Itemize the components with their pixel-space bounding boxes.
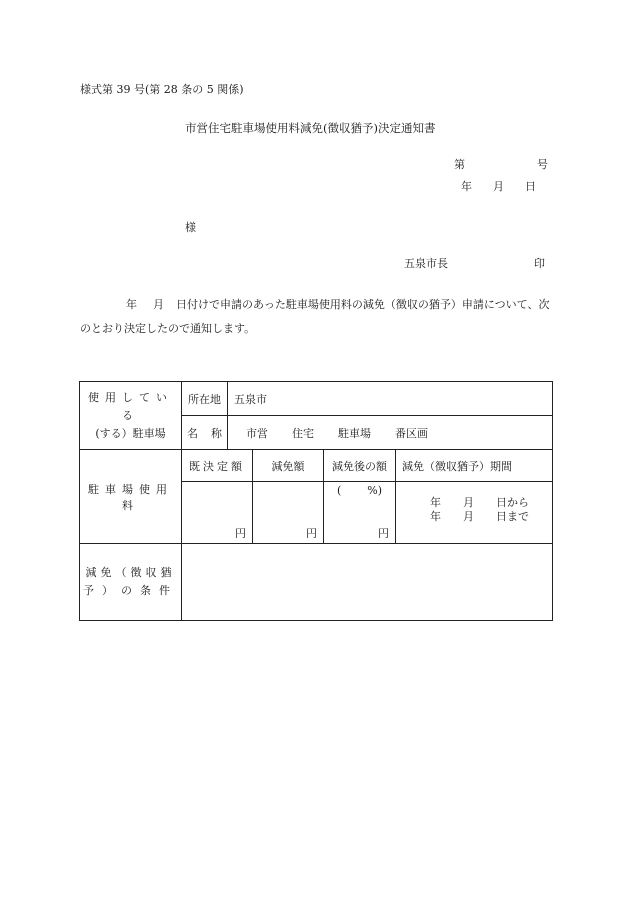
reduction-amount-cell[interactable]: [253, 482, 324, 544]
header-decided-amount: 既決定額: [182, 450, 253, 482]
issuer-title: 五泉市長: [404, 257, 448, 270]
period-from: 年 月 日から: [430, 496, 529, 509]
decided-amount-cell[interactable]: [182, 482, 253, 544]
name-label: 名 称: [182, 416, 228, 450]
percent-field: ( %): [337, 484, 383, 497]
doc-number-go: 号: [537, 158, 548, 171]
decision-table: [79, 381, 553, 621]
body-paragraph: [80, 293, 552, 341]
after-reduction-cell[interactable]: [324, 482, 396, 544]
date-year: 年: [461, 180, 472, 193]
addressee-suffix: 様: [185, 221, 196, 234]
doc-number-dai: 第: [454, 158, 465, 171]
header-period: 減免（徴収猶予）期間: [396, 450, 553, 482]
conditions-label-line1: 減免（徴収猶: [85, 566, 176, 579]
yen-unit: 円: [235, 527, 246, 540]
name-part-parking: 駐車場: [338, 426, 371, 440]
name-part-shiei: 市営: [246, 426, 268, 440]
header-reduction-amount: 減免額: [253, 450, 324, 482]
conditions-value[interactable]: [182, 544, 553, 621]
date-month: 月: [493, 180, 504, 193]
conditions-label: [80, 544, 182, 621]
conditions-label-line2: 予）の条件: [83, 584, 178, 597]
date-day: 日: [525, 180, 536, 193]
period-cell[interactable]: [396, 482, 553, 544]
name-value[interactable]: [228, 416, 553, 450]
yen-unit: 円: [378, 527, 389, 540]
form-number: 様式第 39 号(第 28 条の 5 関係): [80, 83, 244, 96]
parking-label-line1: 使用している: [88, 390, 173, 422]
body-year: 年: [126, 298, 137, 311]
name-part-section: 番区画: [395, 426, 428, 440]
location-value[interactable]: 五泉市: [228, 382, 553, 416]
body-month: 月: [153, 298, 164, 311]
fee-label: 駐車場使用料: [80, 450, 182, 544]
body-text: 日付けで申請のあった駐車場使用料の減免（徴収の猶予）申請について、次のとおり決定したので通知します。: [80, 298, 550, 335]
parking-label-line2: (する）駐車場: [95, 426, 166, 440]
parking-label: [80, 382, 182, 450]
name-part-jutaku: 住宅: [292, 426, 314, 440]
yen-unit: 円: [306, 527, 317, 540]
page-title: 市営住宅駐車場使用料減免(徴収猶予)決定通知書: [185, 121, 436, 135]
seal-mark: 印: [534, 257, 545, 270]
header-after-reduction: 減免後の額: [324, 450, 396, 482]
issue-date: [461, 178, 536, 194]
period-to: 年 月 日まで: [430, 510, 529, 523]
location-label: 所在地: [182, 382, 228, 416]
